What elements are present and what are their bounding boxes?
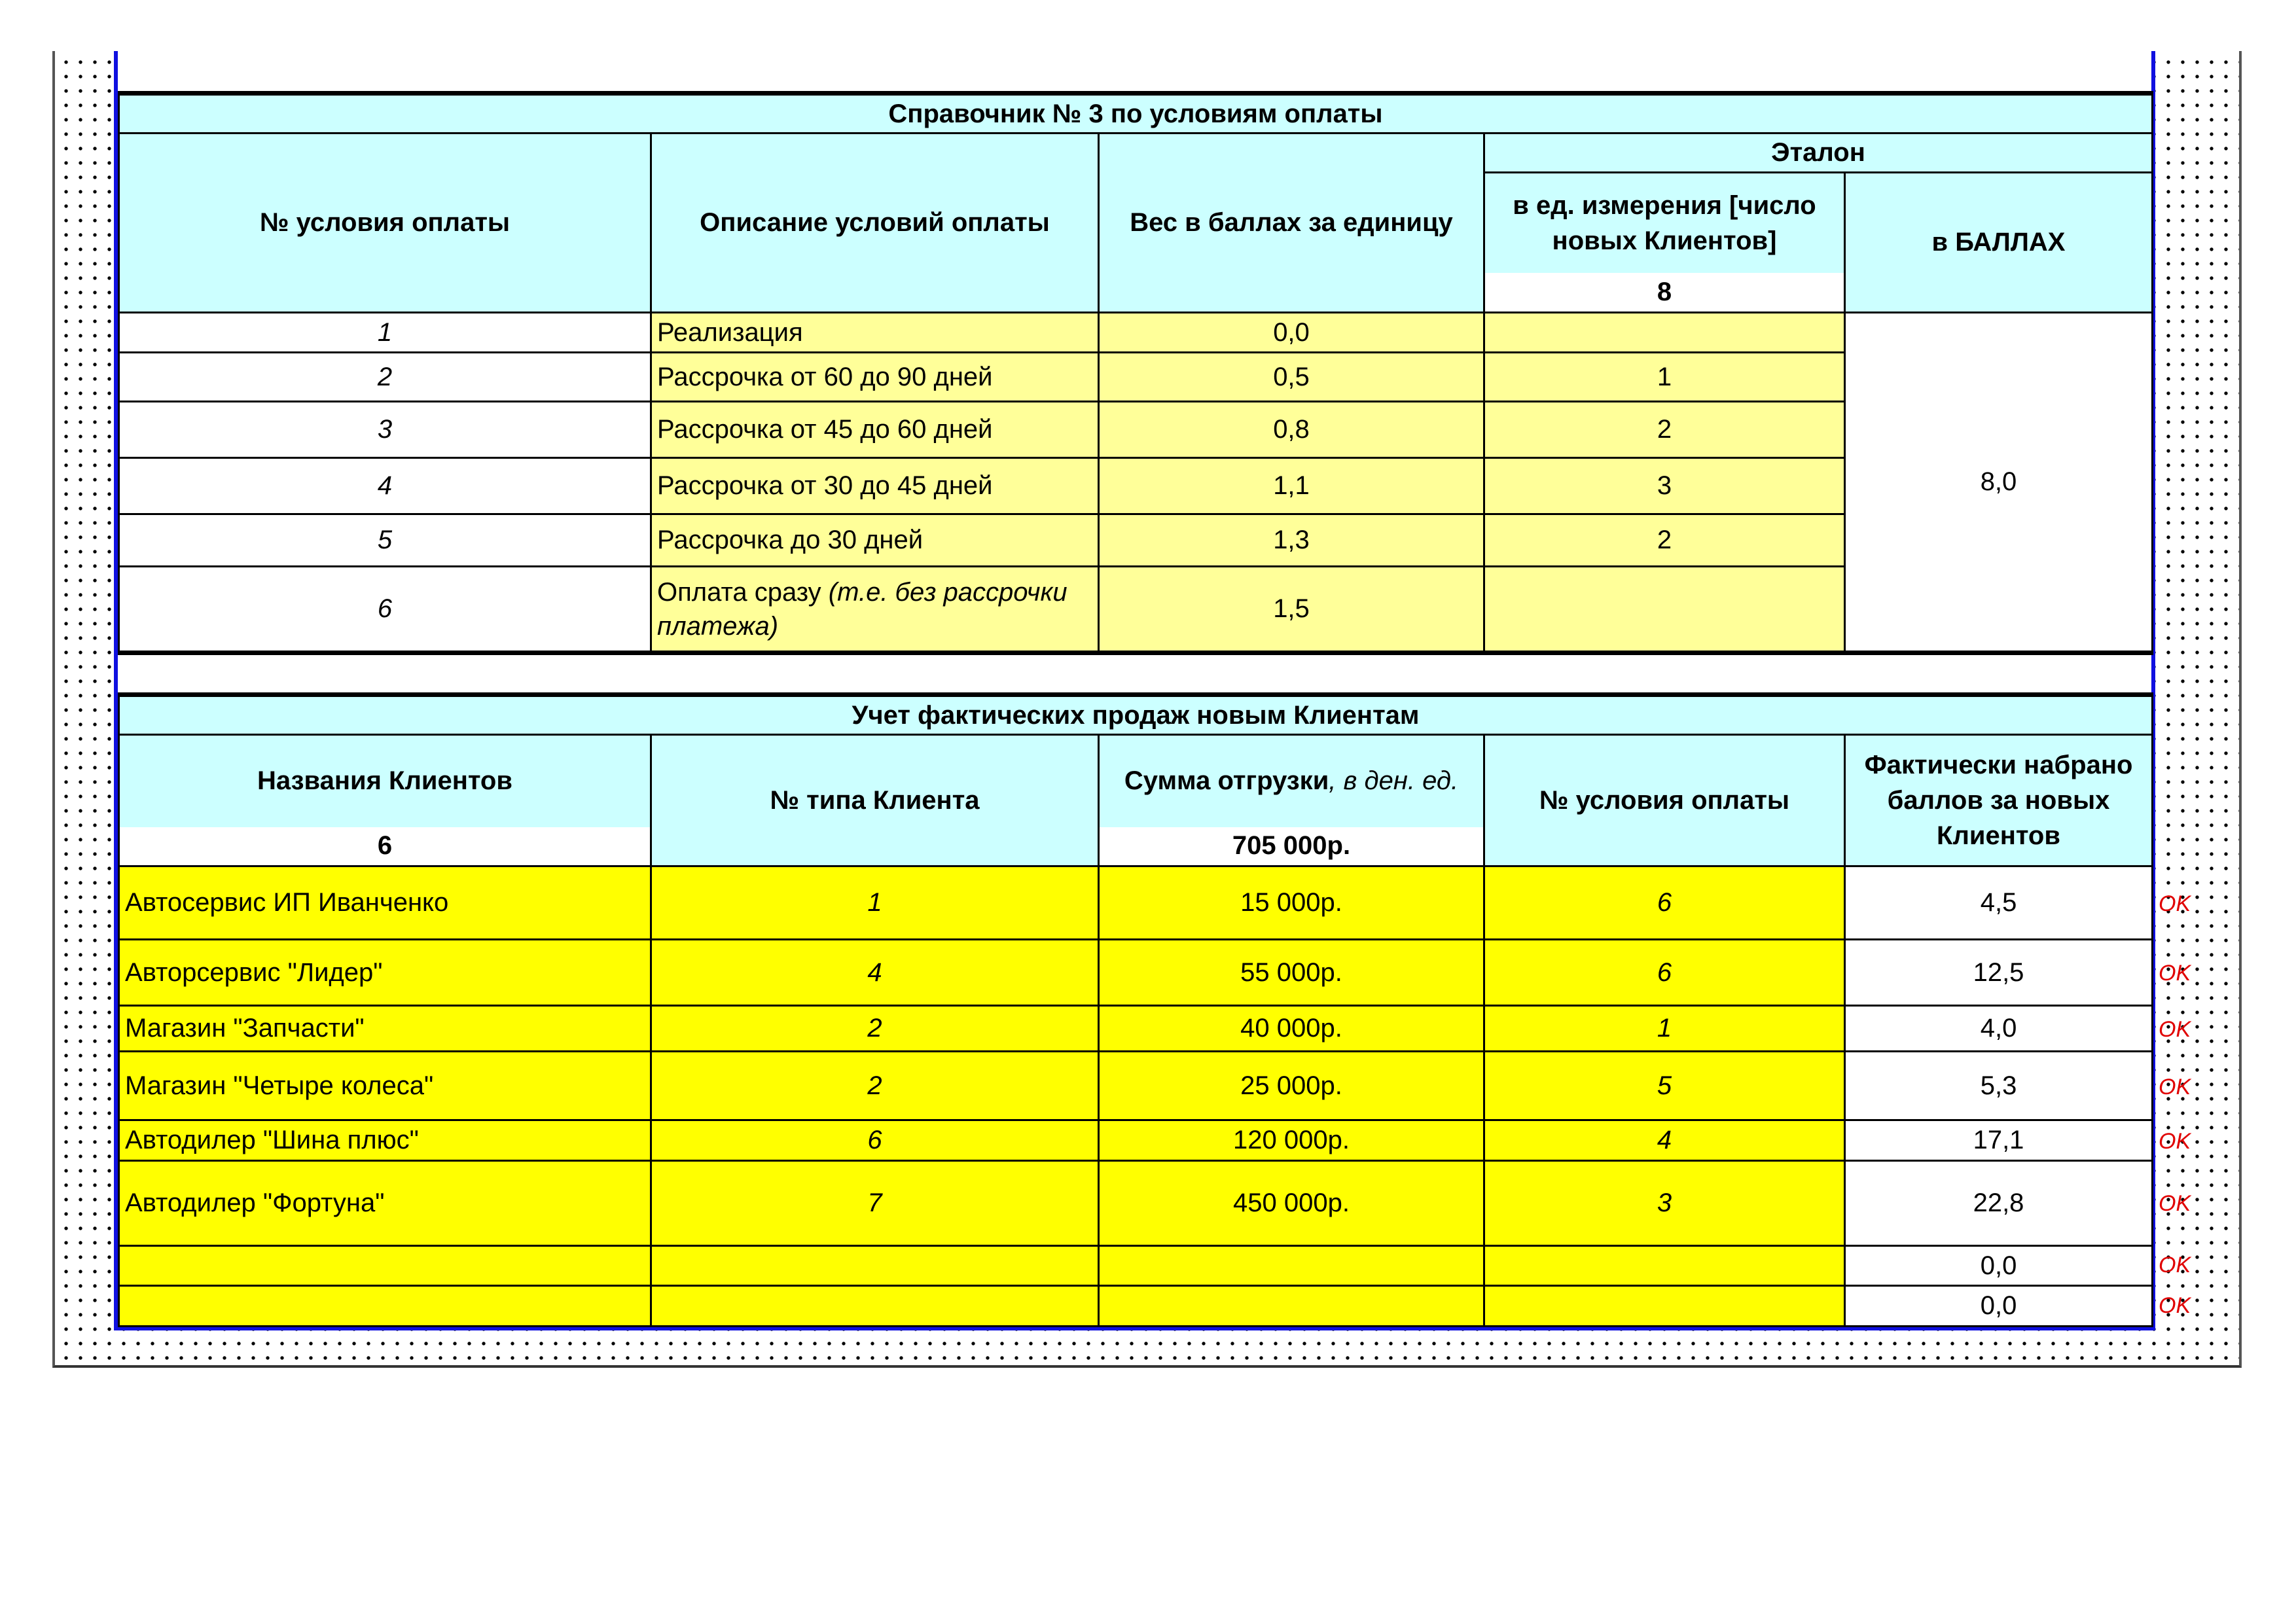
header-in-points: в БАЛЛАХ (1845, 173, 2153, 313)
header-condition-description: Описание условий оплаты (651, 134, 1099, 313)
sales-row-2-points: 12,5 (1845, 940, 2153, 1006)
sales-row-1-type[interactable]: 1 (651, 866, 1099, 940)
sales-row-7-points: 0,0 (1845, 1246, 2153, 1286)
ref-row-4-desc: Рассрочка от 30 до 45 дней (651, 458, 1099, 514)
sales-row-1-cond[interactable]: 6 (1484, 866, 1845, 940)
ref-row-6-desc (651, 567, 1099, 653)
etalon-units-total[interactable]: 8 (1484, 273, 1845, 313)
header-shipment-sum (1099, 735, 1484, 827)
ref-row-4-num: 4 (119, 458, 651, 514)
sales-row-2-sum[interactable]: 55 000р. (1099, 940, 1484, 1006)
sales-row-6-client[interactable]: Автодилер "Фортуна" (119, 1161, 651, 1246)
ok-check-row-2: OK (2159, 961, 2191, 986)
ref-table-title: Справочник № 3 по условиям оплаты (119, 94, 2153, 134)
sales-row-4-cond[interactable]: 5 (1484, 1052, 1845, 1120)
etalon-points-total: 8,0 (1845, 313, 2153, 653)
sales-row-5-client[interactable]: Автодилер "Шина плюс" (119, 1120, 651, 1161)
header-actual-points: Фактически набрано баллов за новых Клиентов (1845, 735, 2153, 866)
sales-row-1-sum[interactable]: 15 000р. (1099, 866, 1484, 940)
sales-row-5-cond[interactable]: 4 (1484, 1120, 1845, 1161)
ref-row-4-units[interactable]: 3 (1484, 458, 1845, 514)
sales-row-6-points: 22,8 (1845, 1161, 2153, 1246)
ref-row-6-weight: 1,5 (1099, 567, 1484, 653)
ok-check-row-3: OK (2159, 1017, 2191, 1042)
ref-row-1-weight: 0,0 (1099, 313, 1484, 353)
ok-check-row-1: OK (2159, 891, 2191, 916)
ok-check-row-7: OK (2159, 1253, 2191, 1277)
ref-row-3-num: 3 (119, 402, 651, 458)
sales-row-1-points: 4,5 (1845, 866, 2153, 940)
ref-row-1-desc: Реализация (651, 313, 1099, 353)
header-shipment-sum-unit: , в ден. ед. (1329, 766, 1459, 796)
ref-row-5-weight: 1,3 (1099, 514, 1484, 567)
sales-row-7-cond[interactable] (1484, 1246, 1845, 1286)
sales-row-2-type[interactable]: 4 (651, 940, 1099, 1006)
payment-terms-reference-table (118, 91, 2153, 655)
ref-row-2-weight: 0,5 (1099, 353, 1484, 402)
client-count: 6 (119, 827, 651, 866)
sales-row-2-cond[interactable]: 6 (1484, 940, 1845, 1006)
sales-row-3-sum[interactable]: 40 000р. (1099, 1006, 1484, 1052)
header-shipment-sum-label: Сумма отгрузки (1124, 766, 1329, 796)
shipment-sum-total: 705 000р. (1099, 827, 1484, 866)
sales-row-3-cond[interactable]: 1 (1484, 1006, 1845, 1052)
ref-row-6-desc-main: Оплата сразу (657, 577, 829, 607)
sales-row-3-client[interactable]: Магазин "Запчасти" (119, 1006, 651, 1052)
sales-row-4-sum[interactable]: 25 000р. (1099, 1052, 1484, 1120)
header-weight-per-unit: Вес в баллах за единицу (1099, 134, 1484, 313)
sales-row-8-client[interactable] (119, 1286, 651, 1327)
sales-row-6-cond[interactable]: 3 (1484, 1161, 1845, 1246)
sales-row-4-client[interactable]: Магазин "Четыре колеса" (119, 1052, 651, 1120)
ref-row-5-units[interactable]: 2 (1484, 514, 1845, 567)
header-client-type: № типа Клиента (651, 735, 1099, 866)
header-units-new-clients: в ед. измерения [число новых Клиентов] (1484, 173, 1845, 273)
ref-row-2-units[interactable]: 1 (1484, 353, 1845, 402)
sales-row-8-type[interactable] (651, 1286, 1099, 1327)
ref-row-1-units[interactable] (1484, 313, 1845, 353)
sales-row-8-sum[interactable] (1099, 1286, 1484, 1327)
sales-row-3-points: 4,0 (1845, 1006, 2153, 1052)
sales-to-new-clients-table (118, 692, 2153, 1327)
ref-row-3-desc: Рассрочка от 45 до 60 дней (651, 402, 1099, 458)
header-client-names: Названия Клиентов (119, 735, 651, 827)
ok-check-row-5: OK (2159, 1129, 2191, 1154)
sales-row-4-points: 5,3 (1845, 1052, 2153, 1120)
sales-row-8-points: 0,0 (1845, 1286, 2153, 1327)
ref-row-6-num: 6 (119, 567, 651, 653)
sales-row-6-type[interactable]: 7 (651, 1161, 1099, 1246)
ok-check-row-6: OK (2159, 1191, 2191, 1216)
ok-check-row-4: OK (2159, 1075, 2191, 1099)
sales-row-8-cond[interactable] (1484, 1286, 1845, 1327)
ref-row-3-units[interactable]: 2 (1484, 402, 1845, 458)
sales-row-3-type[interactable]: 2 (651, 1006, 1099, 1052)
ref-row-4-weight: 1,1 (1099, 458, 1484, 514)
ref-row-3-weight: 0,8 (1099, 402, 1484, 458)
sales-row-2-client[interactable]: Авторсервис "Лидер" (119, 940, 651, 1006)
ref-row-6-units[interactable] (1484, 567, 1845, 653)
sales-row-5-points: 17,1 (1845, 1120, 2153, 1161)
sales-row-1-client[interactable]: Автосервис ИП Иванченко (119, 866, 651, 940)
sales-row-5-sum[interactable]: 120 000р. (1099, 1120, 1484, 1161)
header-etalon: Эталон (1484, 134, 2153, 173)
ref-row-1-num: 1 (119, 313, 651, 353)
sales-row-5-type[interactable]: 6 (651, 1120, 1099, 1161)
sales-row-7-client[interactable] (119, 1246, 651, 1286)
sales-row-7-type[interactable] (651, 1246, 1099, 1286)
header-condition-number: № условия оплаты (119, 134, 651, 313)
ref-row-2-desc: Рассрочка от 60 до 90 дней (651, 353, 1099, 402)
sales-row-6-sum[interactable]: 450 000р. (1099, 1161, 1484, 1246)
ref-row-5-desc: Рассрочка до 30 дней (651, 514, 1099, 567)
header-payment-condition: № условия оплаты (1484, 735, 1845, 866)
ref-row-2-num: 2 (119, 353, 651, 402)
sales-row-4-type[interactable]: 2 (651, 1052, 1099, 1120)
sales-table-title: Учет фактических продаж новым Клиентам (119, 695, 2153, 735)
ref-row-5-num: 5 (119, 514, 651, 567)
ref-row-6-desc-note: (т.е. без рассрочки платежа) (657, 577, 1067, 641)
ok-check-row-8: OK (2159, 1293, 2191, 1318)
sales-row-7-sum[interactable] (1099, 1246, 1484, 1286)
